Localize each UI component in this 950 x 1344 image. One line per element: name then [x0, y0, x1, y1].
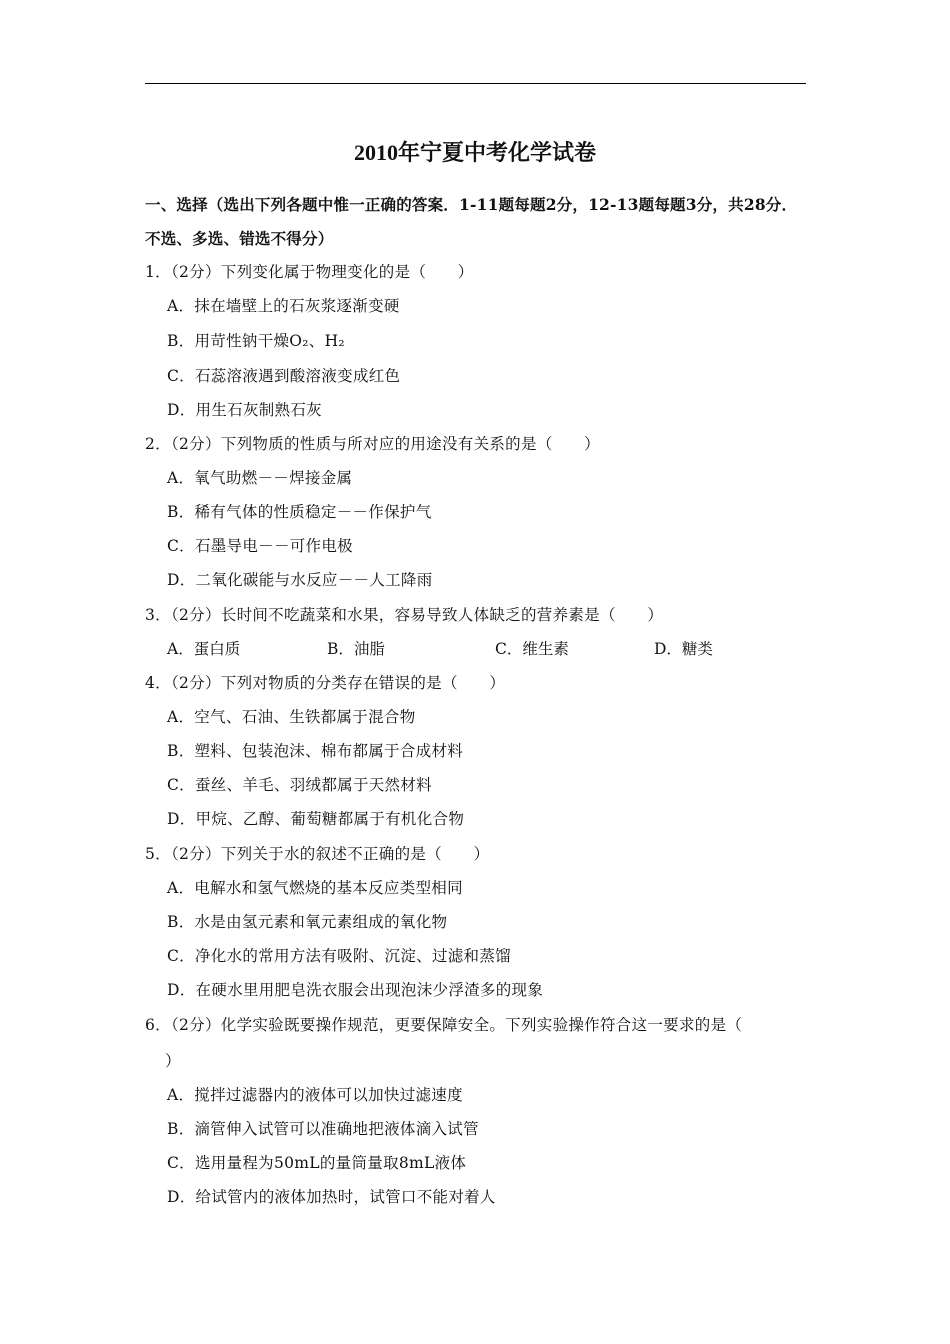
question-stem: 4．（2分）下列对物质的分类存在错误的是（ ） [145, 674, 506, 692]
question-stem: 5．（2分）下列关于水的叙述不正确的是（ ） [145, 845, 490, 863]
option: C．维生素 [495, 640, 569, 658]
option: A．蛋白质 [167, 640, 241, 658]
option: A．氧气助燃－－焊接金属 [167, 469, 353, 487]
option: A．抹在墙壁上的石灰浆逐渐变硬 [167, 297, 400, 315]
section-heading: 一、选择（选出下列各题中惟一正确的答案．1-11题每题2分，12-13题每题3分，共28分．不选、多选、错选不得分） [145, 195, 798, 248]
option: D．甲烷、乙醇、葡萄糖都属于有机化合物 [167, 810, 465, 828]
option: C．石蕊溶液遇到酸溶液变成红色 [167, 367, 401, 385]
option: B．用苛性钠干燥O₂、H₂ [167, 332, 345, 350]
option: D．在硬水里用肥皂洗衣服会出现泡沫少浮渣多的现象 [167, 981, 544, 999]
option: C．蚕丝、羊毛、羽绒都属于天然材料 [167, 776, 432, 794]
option: B．水是由氢元素和氧元素组成的氧化物 [167, 913, 448, 931]
question-stem-continuation: ） [165, 1052, 181, 1070]
option: B．油脂 [327, 640, 385, 658]
option: B．稀有气体的性质稳定－－作保护气 [167, 503, 432, 521]
option: C．净化水的常用方法有吸附、沉淀、过滤和蒸馏 [167, 947, 511, 965]
option: C．选用量程为50mL的量筒量取8mL液体 [167, 1154, 467, 1172]
question-stem: 3．（2分）长时间不吃蔬菜和水果，容易导致人体缺乏的营养素是（ ） [145, 606, 664, 624]
page-title: 2010年宁夏中考化学试卷 [353, 140, 596, 165]
option: D．二氧化碳能与水反应－－人工降雨 [167, 571, 433, 589]
option: A．搅拌过滤器内的液体可以加快过滤速度 [167, 1086, 463, 1104]
option: B．塑料、包装泡沫、棉布都属于合成材料 [167, 742, 464, 760]
option: A．电解水和氢气燃烧的基本反应类型相同 [167, 879, 463, 897]
option: C．石墨导电－－可作电极 [167, 537, 353, 555]
question-stem: 2．（2分）下列物质的性质与所对应的用途没有关系的是（ ） [145, 435, 600, 453]
option: D．糖类 [654, 640, 713, 658]
option: D．给试管内的液体加热时，试管口不能对着人 [167, 1188, 496, 1206]
header-rule [145, 83, 806, 84]
question-stem: 6．（2分）化学实验既要操作规范，更要保障安全。下列实验操作符合这一要求的是（ [145, 1016, 743, 1034]
option: B．滴管伸入试管可以准确地把液体滴入试管 [167, 1120, 479, 1138]
question-stem: 1．（2分）下列变化属于物理变化的是（ ） [145, 263, 474, 281]
option: A．空气、石油、生铁都属于混合物 [167, 708, 416, 726]
option: D．用生石灰制熟石灰 [167, 401, 322, 419]
